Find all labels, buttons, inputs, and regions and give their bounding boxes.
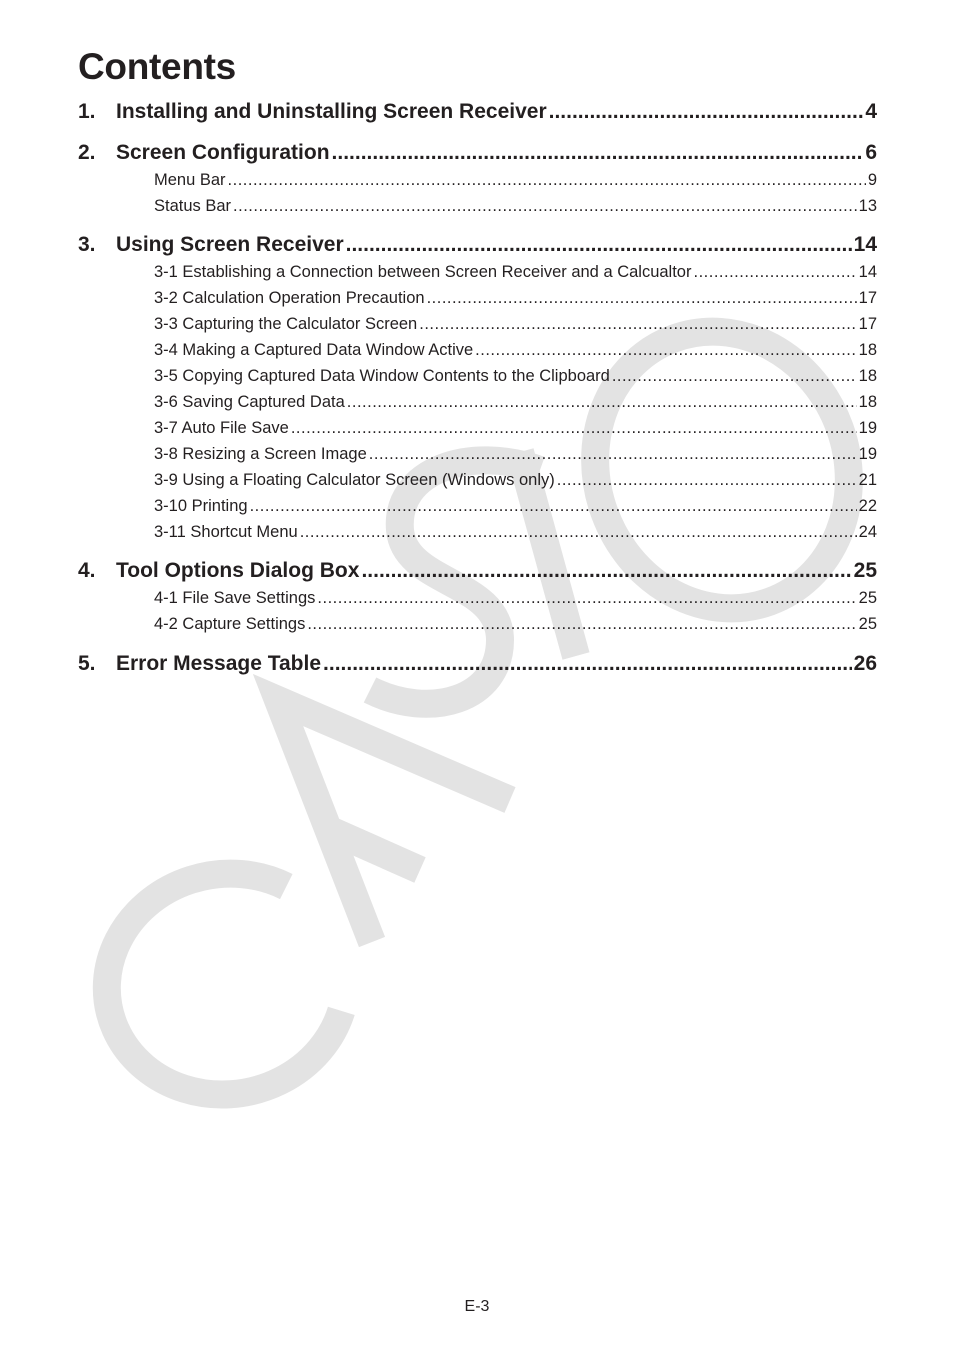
section-page-number: 19 — [858, 419, 877, 437]
section-page-number: 18 — [858, 341, 877, 359]
toc-chapter-entry[interactable] — [78, 231, 877, 259]
dot-leader — [549, 98, 864, 126]
toc-chapter-entry[interactable] — [78, 139, 877, 167]
toc-section-entry[interactable] — [78, 261, 877, 283]
section-page-number: 22 — [858, 497, 877, 515]
section-title: 3-10 Printing — [154, 497, 248, 515]
chapter-title: Installing and Uninstalling Screen Receiver — [116, 100, 547, 123]
section-page-number: 25 — [858, 615, 877, 633]
section-title: 3-4 Making a Captured Data Window Active — [154, 341, 474, 359]
chapter-number: 5. — [78, 652, 96, 675]
section-title: 3-7 Auto File Save — [154, 419, 289, 437]
dot-leader — [291, 417, 857, 439]
dot-leader — [307, 613, 856, 635]
chapter-page-number: 4 — [865, 100, 877, 123]
toc-chapter-entry[interactable] — [78, 650, 877, 678]
toc-section-entry[interactable] — [78, 339, 877, 361]
section-page-number: 19 — [858, 445, 877, 463]
chapter-page-number: 26 — [853, 652, 877, 675]
section-page-number: 17 — [858, 315, 877, 333]
dot-leader — [475, 339, 856, 361]
section-title: 3-2 Calculation Operation Precaution — [154, 289, 425, 307]
section-title: 3-1 Establishing a Connection between Screen Receiver and a Calcualtor — [154, 263, 692, 281]
section-title: 3-6 Saving Captured Data — [154, 393, 345, 411]
toc-section-entry[interactable] — [78, 365, 877, 387]
section-page-number: 18 — [858, 393, 877, 411]
toc-section-entry[interactable] — [78, 469, 877, 491]
section-page-number: 13 — [858, 197, 877, 215]
toc-section-entry[interactable] — [78, 521, 877, 543]
toc-section-entry[interactable] — [78, 587, 877, 609]
chapter-title: Using Screen Receiver — [116, 233, 344, 256]
chapter-page-number: 14 — [853, 233, 877, 256]
toc-section-entry[interactable] — [78, 313, 877, 335]
dot-leader — [250, 495, 857, 517]
section-page-number: 18 — [858, 367, 877, 385]
dot-leader — [361, 557, 851, 585]
section-page-number: 24 — [858, 523, 877, 541]
dot-leader — [557, 469, 857, 491]
chapter-number: 2. — [78, 141, 96, 164]
section-title: Status Bar — [154, 197, 232, 215]
dot-leader — [300, 521, 857, 543]
page-title: Contents — [78, 46, 236, 87]
toc-section-entry[interactable] — [78, 613, 877, 635]
section-title: 3-8 Resizing a Screen Image — [154, 445, 367, 463]
dot-leader — [419, 313, 856, 335]
dot-leader — [347, 391, 857, 413]
toc-section-entry[interactable] — [78, 195, 877, 217]
chapter-page-number: 25 — [853, 559, 877, 582]
section-page-number: 21 — [858, 471, 877, 489]
dot-leader — [427, 287, 857, 309]
chapter-title: Error Message Table — [116, 652, 322, 675]
toc-section-entry[interactable] — [78, 443, 877, 465]
section-title: 3-5 Copying Captured Data Window Contents to the Clipboard — [154, 367, 610, 385]
section-title: 3-3 Capturing the Calculator Screen — [154, 315, 418, 333]
page-number-footer: E-3 — [464, 1298, 490, 1315]
section-title: 3-9 Using a Floating Calculator Screen (Windows only) — [154, 471, 555, 489]
dot-leader — [332, 139, 864, 167]
section-page-number: 9 — [867, 171, 877, 189]
chapter-title: Tool Options Dialog Box — [116, 559, 360, 582]
chapter-number: 4. — [78, 559, 96, 582]
section-title: 4-1 File Save Settings — [154, 589, 316, 607]
section-title: 3-11 Shortcut Menu — [154, 523, 298, 541]
toc-section-entry[interactable] — [78, 417, 877, 439]
toc-chapter-entry[interactable] — [78, 557, 877, 585]
section-title: 4-2 Capture Settings — [154, 615, 306, 633]
chapter-number: 1. — [78, 100, 96, 123]
dot-leader — [228, 169, 866, 191]
chapter-number: 3. — [78, 233, 96, 256]
dot-leader — [317, 587, 856, 609]
toc-section-entry[interactable] — [78, 287, 877, 309]
dot-leader — [323, 650, 852, 678]
section-page-number: 25 — [858, 589, 877, 607]
dot-leader — [612, 365, 857, 387]
toc-section-entry[interactable] — [78, 391, 877, 413]
section-title: Menu Bar — [154, 171, 226, 189]
section-page-number: 14 — [858, 263, 877, 281]
toc-chapter-entry[interactable] — [78, 98, 877, 126]
section-page-number: 17 — [858, 289, 877, 307]
dot-leader — [346, 231, 852, 259]
dot-leader — [233, 195, 857, 217]
toc-section-entry[interactable] — [78, 495, 877, 517]
dot-leader — [369, 443, 857, 465]
chapter-page-number: 6 — [865, 141, 877, 164]
chapter-title: Screen Configuration — [116, 141, 330, 164]
toc-section-entry[interactable] — [78, 169, 877, 191]
dot-leader — [693, 261, 856, 283]
